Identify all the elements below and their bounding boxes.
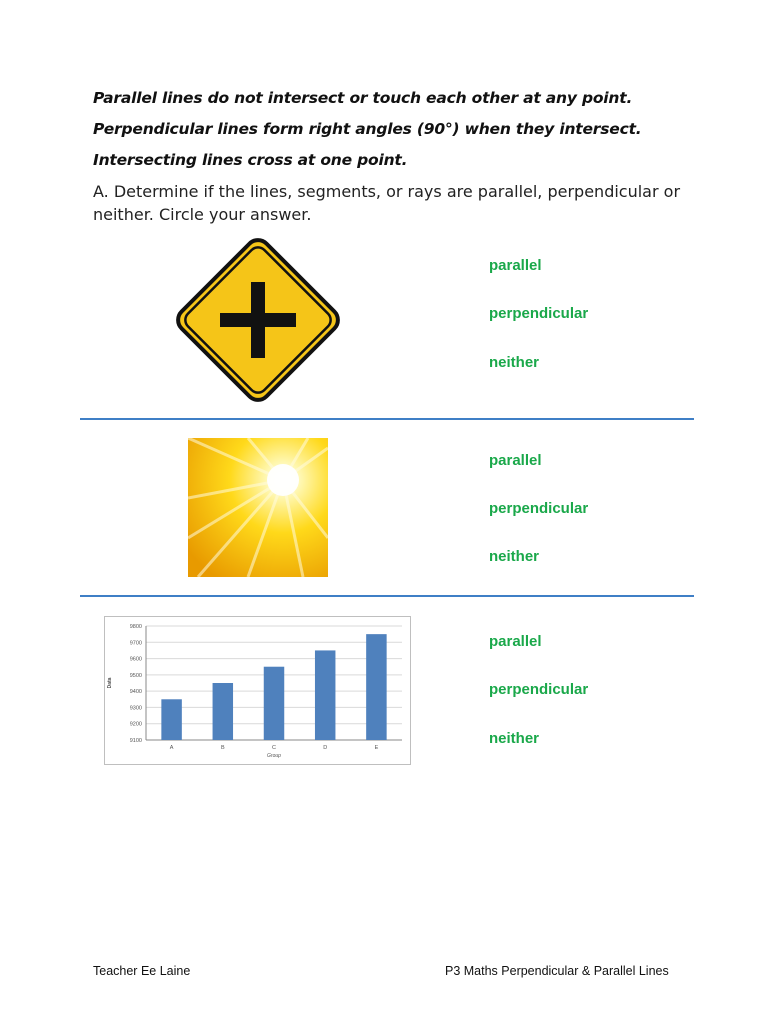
q2-option-neither[interactable]: neither (489, 548, 540, 565)
crossroad-sign-image (168, 234, 348, 406)
y-axis-title: Data (107, 677, 113, 689)
y-tick-label: 9600 (129, 656, 142, 663)
q3-option-perpendicular[interactable]: perpendicular (489, 681, 589, 698)
q3-option-parallel[interactable]: parallel (489, 633, 542, 650)
x-tick-label: A (169, 745, 174, 751)
chart-bar-e (366, 634, 386, 740)
q1-option-neither[interactable]: neither (489, 354, 540, 371)
bar-chart-image (104, 616, 411, 765)
y-tick-label: 9800 (129, 624, 142, 630)
q3-option-neither[interactable]: neither (489, 730, 540, 747)
x-axis-title: Group (267, 753, 281, 759)
definition-perpendicular: Perpendicular lines form right angles (90°) when they intersect. (93, 120, 642, 138)
footer-teacher: Teacher Ee Laine (93, 964, 191, 978)
definition-intersecting: Intersecting lines cross at one point. (93, 151, 408, 169)
q2-option-parallel[interactable]: parallel (489, 452, 542, 469)
instruction-text: A. Determine if the lines, segments, or rays are parallel, perpendicular or neither. Circle your answer. (93, 182, 681, 224)
chart-bar-c (264, 667, 284, 740)
chart-bar-b (213, 683, 233, 740)
footer-subject: P3 Maths Perpendicular & Parallel Lines (445, 964, 669, 978)
chart-bar-d (315, 650, 335, 740)
y-tick-label: 9200 (129, 721, 142, 728)
q1-option-parallel[interactable]: parallel (489, 257, 542, 274)
x-tick-label: B (220, 745, 225, 751)
y-tick-label: 9500 (129, 672, 142, 679)
y-tick-label: 9400 (129, 689, 142, 696)
y-tick-label: 9700 (129, 640, 142, 647)
q1-option-perpendicular[interactable]: perpendicular (489, 305, 589, 322)
q2-option-perpendicular[interactable]: perpendicular (489, 500, 589, 517)
y-tick-label: 9100 (129, 738, 142, 744)
section-divider (80, 418, 694, 420)
sun-rays-image (188, 438, 328, 577)
x-tick-label: E (374, 745, 379, 751)
x-tick-label: D (323, 745, 328, 751)
definition-parallel: Parallel lines do not intersect or touch each other at any point. (93, 89, 633, 107)
x-tick-label: C (272, 745, 276, 751)
section-divider (80, 595, 694, 597)
chart-bar-a (161, 699, 181, 740)
y-tick-label: 9300 (129, 705, 142, 712)
